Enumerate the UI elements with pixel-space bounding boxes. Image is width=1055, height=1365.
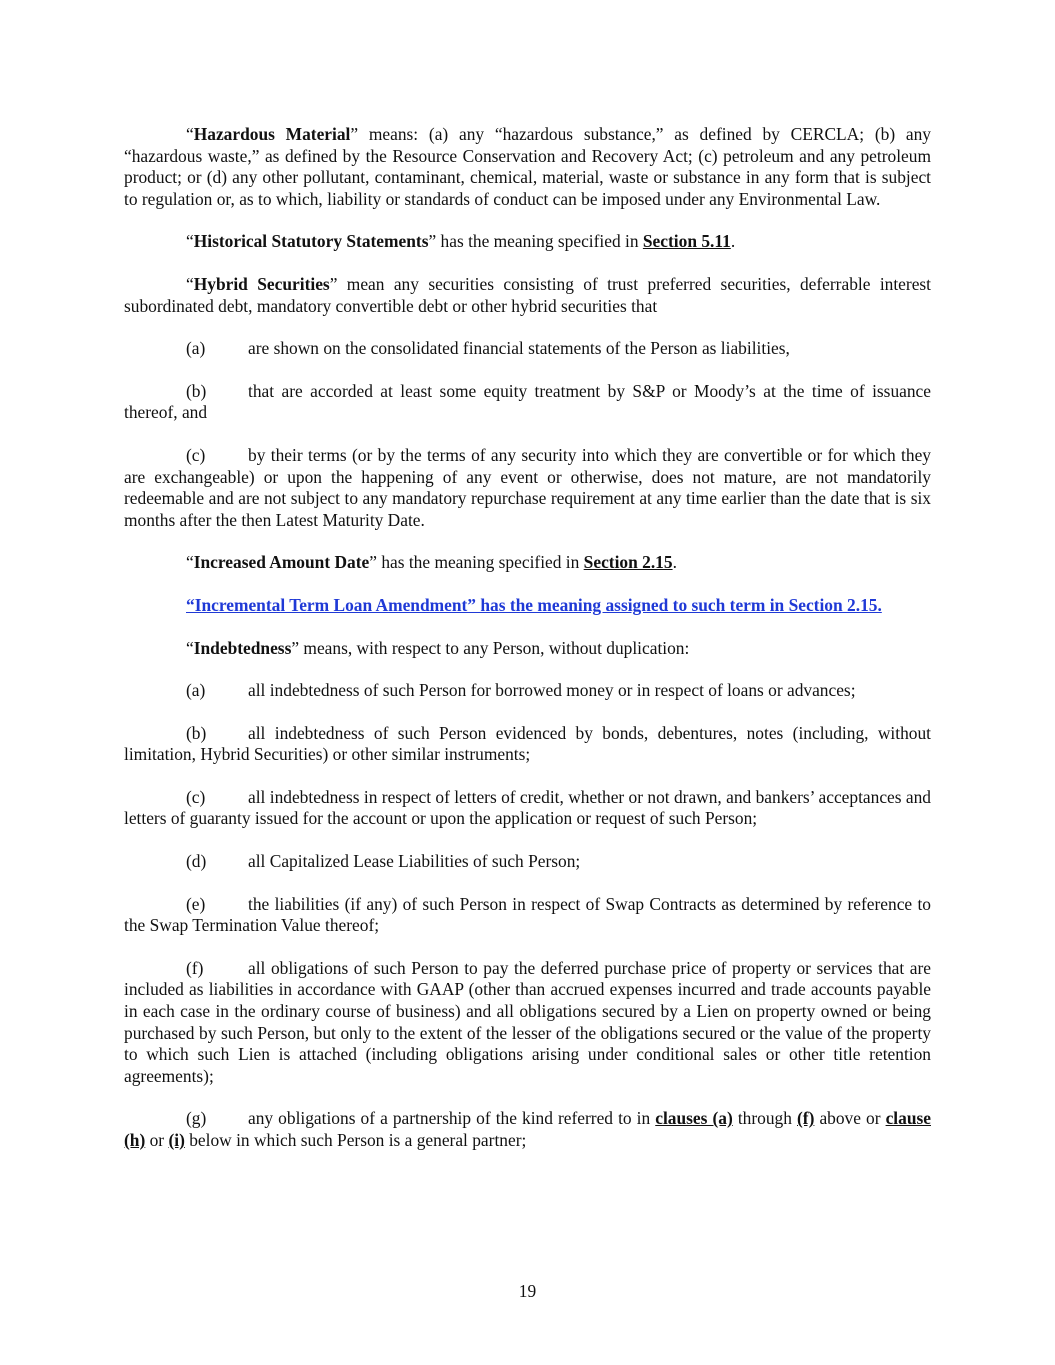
clause-reference: clause (h): [124, 1108, 931, 1150]
clause-text: above or: [814, 1108, 886, 1129]
definition-increased-amount-date: [124, 552, 931, 574]
clause-text: all indebtedness of such Person for borrowed money or in respect of loans or advances;: [248, 680, 856, 701]
clause-label: (e): [186, 893, 206, 914]
definition-hazardous-material: [124, 124, 931, 210]
clause-text: any obligations of a partnership of the kind referred to in: [248, 1108, 656, 1129]
definition-hybrid-securities: [124, 274, 931, 317]
clause-text: through: [732, 1108, 797, 1129]
definition-text: ” has the meaning specified in: [369, 552, 584, 573]
clause-text: are shown on the consolidated financial statements of the Person as liabilities,: [248, 338, 790, 359]
hybrid-clause-b: [124, 381, 931, 424]
clause-reference: (f): [797, 1108, 815, 1129]
clause-label: (f): [186, 957, 204, 978]
clause-label: (b): [186, 722, 207, 743]
clause-label: (g): [186, 1108, 207, 1129]
clause-text: or: [145, 1130, 169, 1150]
clause-reference: clauses (a): [655, 1108, 733, 1129]
open-quote: “: [186, 273, 194, 294]
open-quote: “: [186, 637, 194, 658]
clause-label: (b): [186, 380, 207, 401]
clause-reference: (i): [168, 1130, 185, 1150]
indebtedness-clause-c: [124, 787, 931, 830]
clause-text: all obligations of such Person to pay the deferred purchase price of property or services that are included as liabilities in accordance with GAAP (other than accrued expenses incurred and trade accounts payable in each case in the ordinary course of business) and all obligations secured by a Lien on property owned or being purchased by such Person, but only to the extent of the lesser of the obligations secured or the value of the property to which such Lien is attached (including obligations arising under conditional sales or other title retention agreements);: [124, 957, 931, 1086]
defined-term: Historical Statutory Statements: [193, 231, 429, 252]
clause-label: (c): [186, 786, 206, 807]
definition-text: ” mean any securities consisting of trust preferred securities, deferrable interest subordinated debt, mandatory convertible debt or other hybrid securities that: [124, 273, 932, 316]
clause-label: (d): [186, 851, 207, 872]
clause-text: below in which such Person is a general partner;: [184, 1130, 527, 1150]
clause-label: (a): [186, 338, 206, 359]
definition-text: ” means, with respect to any Person, without duplication:: [291, 637, 690, 658]
indebtedness-clause-a: [124, 680, 931, 702]
clause-text: the liabilities (if any) of such Person in respect of Swap Contracts as determined by reference to the Swap Termination Value thereof;: [124, 893, 931, 936]
inserted-definition-text: “Incremental Term Loan Amendment” has the meaning assigned to such term in Section 2.15.: [186, 594, 882, 615]
clause-text: all indebtedness in respect of letters of credit, whether or not drawn, and bankers’ acceptances and letters of guaranty issued for the account or upon the application or request of such Person;: [124, 786, 931, 829]
open-quote: “: [186, 552, 194, 573]
indebtedness-clause-e: [124, 894, 931, 937]
definition-historical-statutory-statements: [124, 231, 931, 253]
clause-label: (c): [186, 444, 206, 465]
indebtedness-clause-f: [124, 958, 931, 1088]
hybrid-clause-c: [124, 445, 931, 531]
clause-text: by their terms (or by the terms of any security into which they are convertible or for which they are exchangeable) or upon the happening of any event or otherwise, does not mature, are not mandatorily redeemable and are not subject to any mandatory repurchase requirement at any time earlier than the date that is six months after the then Latest Maturity Date.: [124, 444, 931, 530]
definition-text: ” has the meaning specified in: [428, 231, 643, 252]
definition-end: .: [672, 552, 677, 573]
indebtedness-clause-d: [124, 851, 931, 873]
definition-text: ” means: (a) any “hazardous substance,” as defined by CERCLA; (b) any “hazardous waste,” as defined by the Resource Conservation and Recovery Act; (c) petroleum and any petroleum product; or (d) any other pollutant, contaminant, chemical, material, waste or substance in any form that is subject to regulation or, as to which, liability or standards of conduct can be imposed under any Environmental Law.: [124, 124, 931, 209]
section-reference: Section 2.15: [583, 552, 673, 573]
definition-incremental-term-loan-amendment: [124, 595, 931, 617]
indebtedness-clause-g: [124, 1108, 931, 1151]
definition-end: .: [730, 231, 736, 252]
open-quote: “: [186, 231, 194, 252]
section-reference: Section 5.11: [642, 231, 731, 252]
hybrid-clause-a: [124, 338, 931, 360]
clause-text: all indebtedness of such Person evidenced by bonds, debentures, notes (including, without limitation, Hybrid Securities) or other similar instruments;: [124, 722, 931, 765]
clause-text: all Capitalized Lease Liabilities of such Person;: [248, 851, 581, 872]
clause-text: that are accorded at least some equity treatment by S&P or Moody’s at the time of issuance thereof, and: [124, 380, 931, 423]
clause-label: (a): [186, 680, 206, 701]
defined-term: Hazardous Material: [193, 124, 351, 144]
defined-term: Indebtedness: [193, 637, 292, 658]
page-number: 19: [518, 1281, 537, 1301]
document-page: [124, 124, 931, 1173]
open-quote: “: [186, 124, 194, 144]
definition-indebtedness: [124, 638, 931, 660]
defined-term: Increased Amount Date: [193, 552, 370, 573]
defined-term: Hybrid Securities: [193, 273, 330, 294]
indebtedness-clause-b: [124, 723, 931, 766]
